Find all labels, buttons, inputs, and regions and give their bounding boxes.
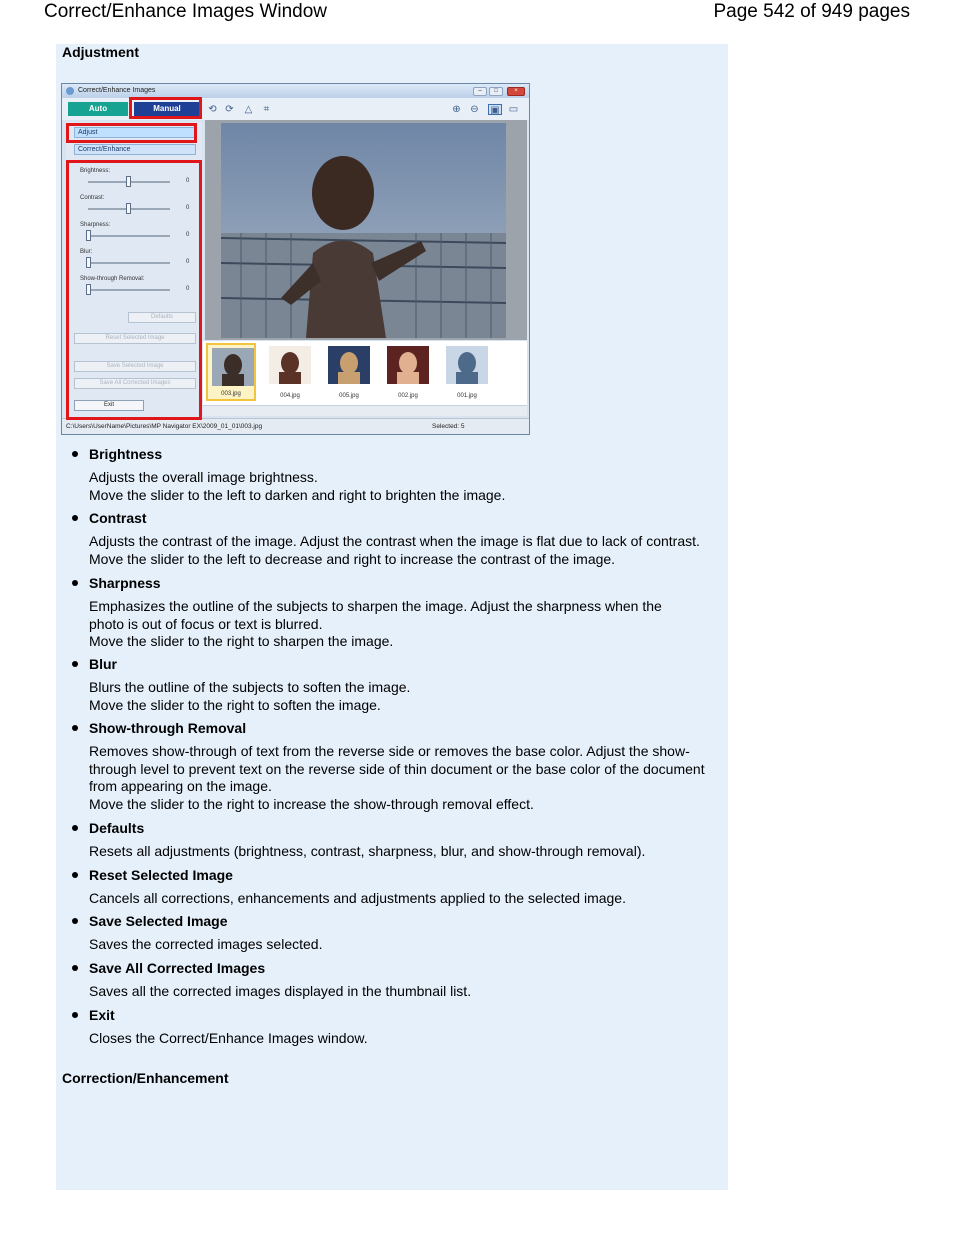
thumbnail-item[interactable]: [383, 343, 433, 401]
document-title: Correct/Enhance Images Window: [44, 1, 328, 22]
item-description-line: Blurs the outline of the subjects to soften the image.: [89, 679, 411, 695]
item-term: Save Selected Image: [89, 913, 228, 929]
zoom-in-icon[interactable]: ⊕: [452, 104, 461, 115]
bullet-icon: [72, 872, 78, 878]
item-description-line: Move the slider to the left to darken and right to brighten the image.: [89, 486, 506, 503]
item-term: Reset Selected Image: [89, 867, 233, 883]
slider-label: Sharpness:: [80, 222, 111, 228]
window-title: Correct/Enhance Images: [78, 87, 156, 94]
item-description-line: photo is out of focus or text is blurred.: [89, 615, 323, 632]
thumbnail-image: [328, 346, 370, 384]
bullet-icon: [72, 515, 78, 521]
item-description-line: Move the slider to the right to increase the show-through removal effect.: [89, 795, 534, 812]
section-heading-adjustment: Adjustment: [62, 44, 139, 60]
compare-view-icon[interactable]: ▭: [508, 104, 519, 115]
minimize-icon[interactable]: –: [473, 87, 487, 96]
slider-label: Blur:: [80, 249, 93, 255]
thumbnail-image: [446, 346, 488, 384]
highlight-adjust-button: [66, 123, 197, 143]
item-description-line: Emphasizes the outline of the subjects to sharpen the image. Adjust the sharpness when the: [89, 598, 662, 614]
close-icon[interactable]: ×: [507, 87, 525, 96]
item-term: Sharpness: [89, 575, 161, 591]
highlight-manual-tab: [129, 97, 202, 119]
slider-value: 0: [186, 259, 190, 265]
item-description: [89, 1030, 719, 1048]
thumbnail-image: [387, 346, 429, 384]
item-description: [89, 843, 719, 861]
item-term: Save All Corrected Images: [89, 960, 266, 976]
slider-label: Contrast:: [80, 195, 105, 201]
status-selected-count: Selected: 5: [432, 423, 465, 430]
item-description-line: Adjusts the overall image brightness.: [89, 469, 318, 485]
thumbnail-list: [203, 341, 527, 405]
item-description: [89, 890, 719, 908]
adjust-button[interactable]: Adjust: [74, 127, 196, 138]
window-titlebar: [62, 84, 529, 98]
bullet-icon: [72, 965, 78, 971]
thumbnail-scrollbar[interactable]: [203, 405, 527, 416]
item-description-line: Saves the corrected images selected.: [89, 936, 323, 952]
item-description: [89, 598, 719, 651]
thumbnail-filename: 005.jpg: [339, 393, 359, 399]
item-description-line: Saves all the corrected images displayed in the thumbnail list.: [89, 983, 472, 999]
item-description-line: through level to prevent text on the reverse side of thin document or the base color of the document: [89, 760, 705, 777]
item-description-line: Move the slider to the right to soften the image.: [89, 696, 381, 713]
item-description: [89, 983, 719, 1001]
item-description: [89, 743, 719, 813]
item-description: [89, 936, 719, 954]
reset-selected-image-button[interactable]: Reset Selected Image: [74, 333, 196, 344]
thumbnail-filename: 003.jpg: [221, 391, 241, 397]
correct-enhance-button[interactable]: Correct/Enhance: [74, 144, 196, 155]
item-term: Exit: [89, 1007, 115, 1023]
app-icon: [66, 87, 74, 95]
item-description-line: Move the slider to the right to sharpen the image.: [89, 633, 394, 649]
defaults-button[interactable]: Defaults: [128, 312, 196, 323]
bullet-icon: [72, 580, 78, 586]
section-heading-correction: Correction/Enhancement: [62, 1070, 229, 1086]
slider-label: Brightness:: [80, 168, 111, 174]
bullet-icon: [72, 661, 78, 667]
status-bar: [62, 418, 529, 434]
highlight-adjust-controls: [66, 160, 202, 420]
mirror-icon[interactable]: △: [244, 104, 253, 115]
item-description: [89, 679, 719, 714]
thumbnail-item[interactable]: [442, 343, 492, 401]
slider-value: 0: [186, 286, 190, 292]
rotate-left-icon[interactable]: ⟲: [208, 104, 217, 115]
rotate-right-icon[interactable]: ⟳: [225, 104, 234, 115]
exit-button[interactable]: Exit: [74, 400, 144, 411]
thumbnail-image: [212, 348, 254, 386]
tab-manual[interactable]: Manual: [134, 102, 200, 116]
maximize-icon[interactable]: □: [489, 87, 503, 96]
thumbnail-filename: 004.jpg: [280, 393, 300, 399]
item-description: [89, 469, 719, 504]
item-description-line: from appearing on the image.: [89, 778, 272, 794]
item-description: [89, 533, 719, 568]
item-description-line: Cancels all corrections, enhancements and adjustments applied to the selected image.: [89, 890, 626, 906]
full-view-icon[interactable]: ▣: [488, 104, 502, 115]
slider-value: 0: [186, 178, 190, 184]
crop-icon[interactable]: ⌗: [263, 104, 270, 115]
thumbnail-image: [269, 346, 311, 384]
slider-value: 0: [186, 205, 190, 211]
bullet-icon: [72, 725, 78, 731]
status-file-path: C:\Users\UserName\Pictures\MP Navigator EX\2009_01_01\003.jpg: [66, 423, 263, 430]
image-preview-area: [205, 120, 527, 340]
item-term: Brightness: [89, 446, 163, 462]
item-term: Defaults: [89, 820, 145, 836]
page-counter: Page 542 of 949 pages: [713, 1, 910, 22]
save-selected-image-button[interactable]: Save Selected Image: [74, 361, 196, 372]
bullet-icon: [72, 1012, 78, 1018]
slider-value: 0: [186, 232, 190, 238]
bullet-icon: [72, 451, 78, 457]
slider-label: Show-through Removal:: [80, 276, 145, 282]
save-all-corrected-images-button[interactable]: Save All Corrected Images: [74, 378, 196, 389]
item-term: Contrast: [89, 510, 147, 526]
tab-auto[interactable]: Auto: [68, 102, 128, 116]
item-term: Blur: [89, 656, 117, 672]
item-description-line: Removes show-through of text from the reverse side or removes the base color. Adjust the show-: [89, 743, 690, 759]
bullet-icon: [72, 825, 78, 831]
item-term: Show-through Removal: [89, 720, 247, 736]
thumbnail-item[interactable]: [206, 343, 256, 401]
thumbnail-item[interactable]: [324, 343, 374, 401]
thumbnail-filename: 001.jpg: [457, 393, 477, 399]
item-description-line: Adjusts the contrast of the image. Adjust the contrast when the image is flat due to lack of contrast.: [89, 533, 700, 549]
zoom-out-icon[interactable]: ⊖: [470, 104, 479, 115]
thumbnail-item[interactable]: [265, 343, 315, 401]
item-description-line: Move the slider to the left to decrease and right to increase the contrast of the image.: [89, 550, 616, 567]
item-description-line: Closes the Correct/Enhance Images window.: [89, 1030, 368, 1046]
preview-photo: [221, 123, 506, 338]
thumbnail-filename: 002.jpg: [398, 393, 418, 399]
item-description-line: Resets all adjustments (brightness, contrast, sharpness, blur, and show-through removal).: [89, 843, 646, 859]
bullet-icon: [72, 918, 78, 924]
